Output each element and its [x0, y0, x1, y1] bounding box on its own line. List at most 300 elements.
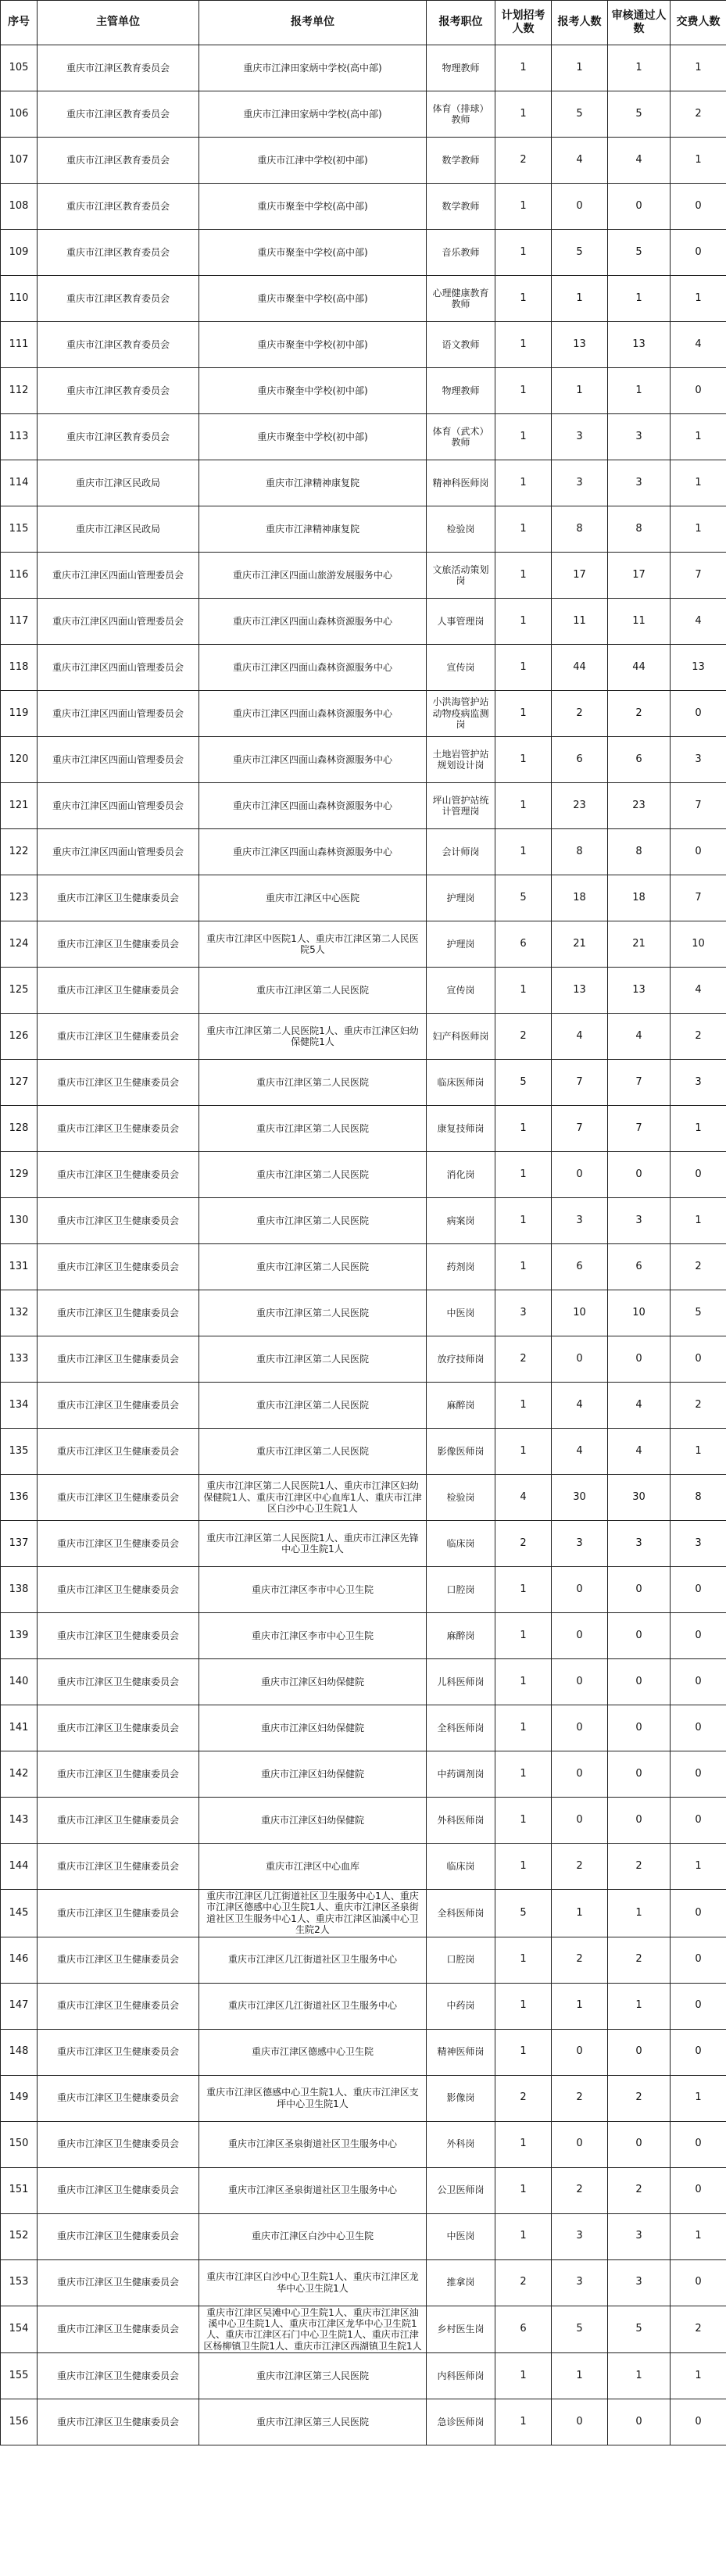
employer-cell: 重庆市聚奎中学校(初中部): [199, 368, 427, 414]
employer-cell: 重庆市江津区圣泉街道社区卫生服务中心: [199, 2167, 427, 2213]
paid-count-cell: 0: [671, 1336, 726, 1383]
approved-count-cell: 10: [608, 1290, 671, 1336]
employer-cell: 重庆市江津区第二人民医院: [199, 1429, 427, 1475]
approved-count-cell: 5: [608, 91, 671, 138]
applicant-count-cell: 5: [552, 91, 608, 138]
employer-cell: 重庆市江津田家炳中学校(高中部): [199, 91, 427, 138]
applicant-count-cell: 8: [552, 829, 608, 875]
supervisor-cell: 重庆市江津区卫生健康委员会: [38, 1383, 199, 1429]
position-cell: 影像岗: [427, 2075, 495, 2121]
supervisor-cell: 重庆市江津区卫生健康委员会: [38, 1198, 199, 1244]
header-cell: 序号: [1, 1, 38, 45]
paid-count-cell: 1: [671, 2213, 726, 2259]
row-number-cell: 131: [1, 1244, 38, 1290]
paid-count-cell: 4: [671, 968, 726, 1014]
applicant-count-cell: 6: [552, 1244, 608, 1290]
table-row: [1, 1383, 726, 1429]
approved-count-cell: 3: [608, 2213, 671, 2259]
position-cell: 数学教师: [427, 138, 495, 184]
table-row: [1, 968, 726, 1014]
approved-count-cell: 1: [608, 45, 671, 91]
applicant-count-cell: 21: [552, 921, 608, 968]
table-row: [1, 1198, 726, 1244]
table-row: [1, 460, 726, 506]
supervisor-cell: 重庆市江津区卫生健康委员会: [38, 1152, 199, 1198]
applicant-count-cell: 7: [552, 1060, 608, 1106]
supervisor-cell: 重庆市江津区四面山管理委员会: [38, 691, 199, 737]
planned-count-cell: 1: [495, 553, 552, 599]
approved-count-cell: 0: [608, 1567, 671, 1613]
position-cell: 麻醉岗: [427, 1383, 495, 1429]
paid-count-cell: 1: [671, 414, 726, 460]
approved-count-cell: 30: [608, 1475, 671, 1521]
paid-count-cell: 4: [671, 322, 726, 368]
position-cell: 中医岗: [427, 1290, 495, 1336]
paid-count-cell: 0: [671, 691, 726, 737]
planned-count-cell: 1: [495, 2167, 552, 2213]
employer-cell: 重庆市江津区几江街道社区卫生服务中心: [199, 1983, 427, 2029]
paid-count-cell: 1: [671, 276, 726, 322]
table-row: [1, 2029, 726, 2075]
applicant-count-cell: 23: [552, 783, 608, 829]
paid-count-cell: 1: [671, 1106, 726, 1152]
approved-count-cell: 0: [608, 1152, 671, 1198]
employer-cell: 重庆市江津区第二人民医院: [199, 1152, 427, 1198]
paid-count-cell: 0: [671, 1705, 726, 1751]
header-cell: 审核通过人数: [608, 1, 671, 45]
table-row: [1, 322, 726, 368]
row-number-cell: 150: [1, 2121, 38, 2167]
approved-count-cell: 0: [608, 2121, 671, 2167]
row-number-cell: 119: [1, 691, 38, 737]
table-row: [1, 1659, 726, 1705]
paid-count-cell: 0: [671, 2259, 726, 2306]
row-number-cell: 155: [1, 2353, 38, 2399]
table-row: [1, 875, 726, 921]
paid-count-cell: 3: [671, 1521, 726, 1567]
paid-count-cell: 8: [671, 1475, 726, 1521]
employer-cell: 重庆市江津区第三人民医院: [199, 2399, 427, 2445]
planned-count-cell: 2: [495, 2259, 552, 2306]
approved-count-cell: 4: [608, 138, 671, 184]
paid-count-cell: 0: [671, 1983, 726, 2029]
paid-count-cell: 3: [671, 1060, 726, 1106]
planned-count-cell: 1: [495, 829, 552, 875]
position-cell: 宣传岗: [427, 645, 495, 691]
table-row: [1, 2353, 726, 2399]
paid-count-cell: 2: [671, 91, 726, 138]
paid-count-cell: 0: [671, 184, 726, 230]
employer-cell: 重庆市江津区李市中心卫生院: [199, 1613, 427, 1659]
supervisor-cell: 重庆市江津区卫生健康委员会: [38, 1705, 199, 1751]
applicant-count-cell: 44: [552, 645, 608, 691]
paid-count-cell: 0: [671, 1890, 726, 1937]
supervisor-cell: 重庆市江津区卫生健康委员会: [38, 1244, 199, 1290]
header-cell: 报考职位: [427, 1, 495, 45]
position-cell: 体育（排球）教师: [427, 91, 495, 138]
table-row: [1, 276, 726, 322]
row-number-cell: 133: [1, 1336, 38, 1383]
table-row: [1, 1613, 726, 1659]
approved-count-cell: 0: [608, 1336, 671, 1383]
position-cell: 检验岗: [427, 1475, 495, 1521]
employer-cell: 重庆市聚奎中学校(初中部): [199, 322, 427, 368]
paid-count-cell: 0: [671, 1798, 726, 1844]
supervisor-cell: 重庆市江津区卫生健康委员会: [38, 2306, 199, 2353]
approved-count-cell: 7: [608, 1060, 671, 1106]
approved-count-cell: 3: [608, 460, 671, 506]
supervisor-cell: 重庆市江津区教育委员会: [38, 414, 199, 460]
paid-count-cell: 7: [671, 783, 726, 829]
employer-cell: 重庆市江津区妇幼保健院: [199, 1798, 427, 1844]
employer-cell: 重庆市江津田家炳中学校(高中部): [199, 45, 427, 91]
position-cell: 文旅活动策划岗: [427, 553, 495, 599]
table-row: [1, 737, 726, 783]
position-cell: 公卫医师岗: [427, 2167, 495, 2213]
position-cell: 物理教师: [427, 368, 495, 414]
paid-count-cell: 3: [671, 737, 726, 783]
header-row: [1, 1, 726, 45]
applicant-count-cell: 2: [552, 2167, 608, 2213]
supervisor-cell: 重庆市江津区卫生健康委员会: [38, 968, 199, 1014]
supervisor-cell: 重庆市江津区教育委员会: [38, 91, 199, 138]
row-number-cell: 136: [1, 1475, 38, 1521]
table-row: [1, 1106, 726, 1152]
table-row: [1, 1521, 726, 1567]
employer-cell: 重庆市江津区第二人民医院: [199, 1244, 427, 1290]
row-number-cell: 149: [1, 2075, 38, 2121]
row-number-cell: 139: [1, 1613, 38, 1659]
table-row: [1, 1983, 726, 2029]
table-row: [1, 230, 726, 276]
table-row: [1, 1567, 726, 1613]
approved-count-cell: 2: [608, 1937, 671, 1983]
row-number-cell: 153: [1, 2259, 38, 2306]
supervisor-cell: 重庆市江津区卫生健康委员会: [38, 2029, 199, 2075]
applicant-count-cell: 3: [552, 460, 608, 506]
table-row: [1, 599, 726, 645]
planned-count-cell: 1: [495, 1244, 552, 1290]
position-cell: 全科医师岗: [427, 1705, 495, 1751]
table-row: [1, 553, 726, 599]
position-cell: 临床岗: [427, 1844, 495, 1890]
row-number-cell: 130: [1, 1198, 38, 1244]
paid-count-cell: 1: [671, 1429, 726, 1475]
applicant-count-cell: 2: [552, 2075, 608, 2121]
position-cell: 音乐教师: [427, 230, 495, 276]
applicant-count-cell: 5: [552, 2306, 608, 2353]
header-cell: 报考单位: [199, 1, 427, 45]
approved-count-cell: 18: [608, 875, 671, 921]
supervisor-cell: 重庆市江津区教育委员会: [38, 45, 199, 91]
supervisor-cell: 重庆市江津区卫生健康委员会: [38, 2353, 199, 2399]
paid-count-cell: 2: [671, 1383, 726, 1429]
paid-count-cell: 4: [671, 599, 726, 645]
applicant-count-cell: 6: [552, 737, 608, 783]
supervisor-cell: 重庆市江津区卫生健康委员会: [38, 1567, 199, 1613]
row-number-cell: 108: [1, 184, 38, 230]
row-number-cell: 113: [1, 414, 38, 460]
applicant-count-cell: 4: [552, 1383, 608, 1429]
planned-count-cell: 5: [495, 1890, 552, 1937]
employer-cell: 重庆市江津区第二人民医院: [199, 1106, 427, 1152]
applicant-count-cell: 3: [552, 2259, 608, 2306]
row-number-cell: 144: [1, 1844, 38, 1890]
row-number-cell: 111: [1, 322, 38, 368]
row-number-cell: 114: [1, 460, 38, 506]
approved-count-cell: 13: [608, 968, 671, 1014]
applicant-count-cell: 0: [552, 1751, 608, 1798]
row-number-cell: 120: [1, 737, 38, 783]
employer-cell: 重庆市聚奎中学校(高中部): [199, 276, 427, 322]
position-cell: 外科医师岗: [427, 1798, 495, 1844]
employer-cell: 重庆市江津区妇幼保健院: [199, 1659, 427, 1705]
applicant-count-cell: 0: [552, 184, 608, 230]
planned-count-cell: 1: [495, 783, 552, 829]
row-number-cell: 143: [1, 1798, 38, 1844]
applicant-count-cell: 3: [552, 2213, 608, 2259]
approved-count-cell: 1: [608, 2353, 671, 2399]
approved-count-cell: 8: [608, 829, 671, 875]
employer-cell: 重庆市江津区四面山森林资源服务中心: [199, 737, 427, 783]
planned-count-cell: 1: [495, 691, 552, 737]
planned-count-cell: 1: [495, 368, 552, 414]
employer-cell: 重庆市江津区第二人民医院1人、重庆市江津区妇幼保健院1人、重庆市江津区中心血库1人、重庆市江津区白沙中心卫生院1人: [199, 1475, 427, 1521]
employer-cell: 重庆市江津区第二人民医院: [199, 1383, 427, 1429]
supervisor-cell: 重庆市江津区四面山管理委员会: [38, 599, 199, 645]
planned-count-cell: 1: [495, 414, 552, 460]
paid-count-cell: 1: [671, 1198, 726, 1244]
employer-cell: 重庆市江津区吴滩中心卫生院1人、重庆市江津区油溪中心卫生院1人、重庆市江津区龙华中心卫生院1人、重庆市江津区石门中心卫生院1人、重庆市江津区杨柳镇卫生院1人、重庆市江津区西湖镇卫生院1人: [199, 2306, 427, 2353]
planned-count-cell: 1: [495, 1751, 552, 1798]
supervisor-cell: 重庆市江津区教育委员会: [38, 138, 199, 184]
position-cell: 外科岗: [427, 2121, 495, 2167]
applicant-count-cell: 0: [552, 1152, 608, 1198]
applicant-count-cell: 0: [552, 1613, 608, 1659]
planned-count-cell: 1: [495, 276, 552, 322]
position-cell: 麻醉岗: [427, 1613, 495, 1659]
applicant-count-cell: 10: [552, 1290, 608, 1336]
position-cell: 儿科医师岗: [427, 1659, 495, 1705]
row-number-cell: 156: [1, 2399, 38, 2445]
approved-count-cell: 44: [608, 645, 671, 691]
planned-count-cell: 1: [495, 91, 552, 138]
approved-count-cell: 3: [608, 1198, 671, 1244]
approved-count-cell: 0: [608, 1613, 671, 1659]
table-row: [1, 506, 726, 553]
employer-cell: 重庆市江津中学校(初中部): [199, 138, 427, 184]
position-cell: 临床医师岗: [427, 1060, 495, 1106]
applicant-count-cell: 0: [552, 2029, 608, 2075]
employer-cell: 重庆市江津区第二人民医院1人、重庆市江津区妇幼保健院1人: [199, 1014, 427, 1060]
applicant-count-cell: 2: [552, 691, 608, 737]
table-row: [1, 2213, 726, 2259]
planned-count-cell: 1: [495, 1705, 552, 1751]
applicant-count-cell: 30: [552, 1475, 608, 1521]
approved-count-cell: 3: [608, 1521, 671, 1567]
applicant-count-cell: 2: [552, 1844, 608, 1890]
header-cell: 主管单位: [38, 1, 199, 45]
paid-count-cell: 1: [671, 45, 726, 91]
applicant-count-cell: 0: [552, 1567, 608, 1613]
supervisor-cell: 重庆市江津区卫生健康委员会: [38, 1521, 199, 1567]
supervisor-cell: 重庆市江津区卫生健康委员会: [38, 2121, 199, 2167]
row-number-cell: 122: [1, 829, 38, 875]
supervisor-cell: 重庆市江津区卫生健康委员会: [38, 1613, 199, 1659]
paid-count-cell: 5: [671, 1290, 726, 1336]
paid-count-cell: 13: [671, 645, 726, 691]
supervisor-cell: 重庆市江津区教育委员会: [38, 322, 199, 368]
employer-cell: 重庆市江津区德感中心卫生院1人、重庆市江津区支坪中心卫生院1人: [199, 2075, 427, 2121]
row-number-cell: 109: [1, 230, 38, 276]
position-cell: 物理教师: [427, 45, 495, 91]
position-cell: 放疗技师岗: [427, 1336, 495, 1383]
supervisor-cell: 重庆市江津区民政局: [38, 506, 199, 553]
row-number-cell: 110: [1, 276, 38, 322]
position-cell: 宣传岗: [427, 968, 495, 1014]
planned-count-cell: 1: [495, 645, 552, 691]
paid-count-cell: 0: [671, 2399, 726, 2445]
supervisor-cell: 重庆市江津区四面山管理委员会: [38, 645, 199, 691]
employer-cell: 重庆市江津区第二人民医院: [199, 1336, 427, 1383]
supervisor-cell: 重庆市江津区教育委员会: [38, 276, 199, 322]
row-number-cell: 152: [1, 2213, 38, 2259]
paid-count-cell: 0: [671, 1659, 726, 1705]
row-number-cell: 140: [1, 1659, 38, 1705]
paid-count-cell: 1: [671, 2353, 726, 2399]
table-row: [1, 2121, 726, 2167]
employer-cell: 重庆市江津区中医院1人、重庆市江津区第二人民医院5人: [199, 921, 427, 968]
table-row: [1, 138, 726, 184]
row-number-cell: 127: [1, 1060, 38, 1106]
row-number-cell: 138: [1, 1567, 38, 1613]
supervisor-cell: 重庆市江津区四面山管理委员会: [38, 737, 199, 783]
applicant-count-cell: 4: [552, 1429, 608, 1475]
employer-cell: 重庆市江津区四面山森林资源服务中心: [199, 829, 427, 875]
applicant-count-cell: 0: [552, 1705, 608, 1751]
applicant-count-cell: 11: [552, 599, 608, 645]
table-row: [1, 45, 726, 91]
paid-count-cell: 2: [671, 2306, 726, 2353]
applicant-count-cell: 13: [552, 322, 608, 368]
approved-count-cell: 1: [608, 1983, 671, 2029]
approved-count-cell: 23: [608, 783, 671, 829]
table-row: [1, 184, 726, 230]
supervisor-cell: 重庆市江津区卫生健康委员会: [38, 1429, 199, 1475]
planned-count-cell: 1: [495, 184, 552, 230]
employer-cell: 重庆市江津区白沙中心卫生院1人、重庆市江津区龙华中心卫生院1人: [199, 2259, 427, 2306]
position-cell: 临床岗: [427, 1521, 495, 1567]
supervisor-cell: 重庆市江津区卫生健康委员会: [38, 2259, 199, 2306]
paid-count-cell: 0: [671, 1152, 726, 1198]
row-number-cell: 137: [1, 1521, 38, 1567]
employer-cell: 重庆市江津区四面山森林资源服务中心: [199, 691, 427, 737]
position-cell: 土地岩管护站规划设计岗: [427, 737, 495, 783]
planned-count-cell: 1: [495, 1983, 552, 2029]
employer-cell: 重庆市江津区第二人民医院1人、重庆市江津区先锋中心卫生院1人: [199, 1521, 427, 1567]
approved-count-cell: 0: [608, 1659, 671, 1705]
row-number-cell: 117: [1, 599, 38, 645]
applicant-count-cell: 18: [552, 875, 608, 921]
approved-count-cell: 0: [608, 2029, 671, 2075]
supervisor-cell: 重庆市江津区卫生健康委员会: [38, 1844, 199, 1890]
row-number-cell: 146: [1, 1937, 38, 1983]
paid-count-cell: 1: [671, 2075, 726, 2121]
planned-count-cell: 1: [495, 1659, 552, 1705]
position-cell: 心理健康教育教师: [427, 276, 495, 322]
planned-count-cell: 1: [495, 599, 552, 645]
applicant-count-cell: 8: [552, 506, 608, 553]
employer-cell: 重庆市江津精神康复院: [199, 506, 427, 553]
planned-count-cell: 5: [495, 1060, 552, 1106]
employer-cell: 重庆市聚奎中学校(高中部): [199, 184, 427, 230]
approved-count-cell: 2: [608, 2075, 671, 2121]
supervisor-cell: 重庆市江津区卫生健康委员会: [38, 1060, 199, 1106]
table-row: [1, 783, 726, 829]
employer-cell: 重庆市江津区第二人民医院: [199, 1060, 427, 1106]
supervisor-cell: 重庆市江津区卫生健康委员会: [38, 2213, 199, 2259]
employer-cell: 重庆市江津区第二人民医院: [199, 968, 427, 1014]
row-number-cell: 154: [1, 2306, 38, 2353]
supervisor-cell: 重庆市江津区卫生健康委员会: [38, 1937, 199, 1983]
row-number-cell: 123: [1, 875, 38, 921]
table-row: [1, 1429, 726, 1475]
approved-count-cell: 13: [608, 322, 671, 368]
applicant-count-cell: 4: [552, 138, 608, 184]
planned-count-cell: 1: [495, 2399, 552, 2445]
table-row: [1, 1475, 726, 1521]
supervisor-cell: 重庆市江津区卫生健康委员会: [38, 1336, 199, 1383]
row-number-cell: 118: [1, 645, 38, 691]
planned-count-cell: 5: [495, 875, 552, 921]
position-cell: 影像医师岗: [427, 1429, 495, 1475]
planned-count-cell: 1: [495, 1429, 552, 1475]
supervisor-cell: 重庆市江津区卫生健康委员会: [38, 1014, 199, 1060]
row-number-cell: 148: [1, 2029, 38, 2075]
applicant-count-cell: 17: [552, 553, 608, 599]
table-row: [1, 1152, 726, 1198]
row-number-cell: 107: [1, 138, 38, 184]
paid-count-cell: 2: [671, 1014, 726, 1060]
row-number-cell: 106: [1, 91, 38, 138]
paid-count-cell: 0: [671, 1613, 726, 1659]
planned-count-cell: 1: [495, 1567, 552, 1613]
position-cell: 检验岗: [427, 506, 495, 553]
employer-cell: 重庆市聚奎中学校(高中部): [199, 230, 427, 276]
position-cell: 内科医师岗: [427, 2353, 495, 2399]
applicant-count-cell: 1: [552, 368, 608, 414]
paid-count-cell: 1: [671, 460, 726, 506]
employer-cell: 重庆市江津区第二人民医院: [199, 1198, 427, 1244]
table-row: [1, 1844, 726, 1890]
table-row: [1, 691, 726, 737]
paid-count-cell: 0: [671, 1751, 726, 1798]
planned-count-cell: 4: [495, 1475, 552, 1521]
table-row: [1, 414, 726, 460]
supervisor-cell: 重庆市江津区卫生健康委员会: [38, 2399, 199, 2445]
paid-count-cell: 0: [671, 2029, 726, 2075]
position-cell: 乡村医生岗: [427, 2306, 495, 2353]
paid-count-cell: 0: [671, 230, 726, 276]
planned-count-cell: 1: [495, 1106, 552, 1152]
planned-count-cell: 1: [495, 230, 552, 276]
row-number-cell: 121: [1, 783, 38, 829]
row-number-cell: 147: [1, 1983, 38, 2029]
table-row: [1, 645, 726, 691]
planned-count-cell: 1: [495, 1383, 552, 1429]
position-cell: 全科医师岗: [427, 1890, 495, 1937]
planned-count-cell: 2: [495, 2075, 552, 2121]
